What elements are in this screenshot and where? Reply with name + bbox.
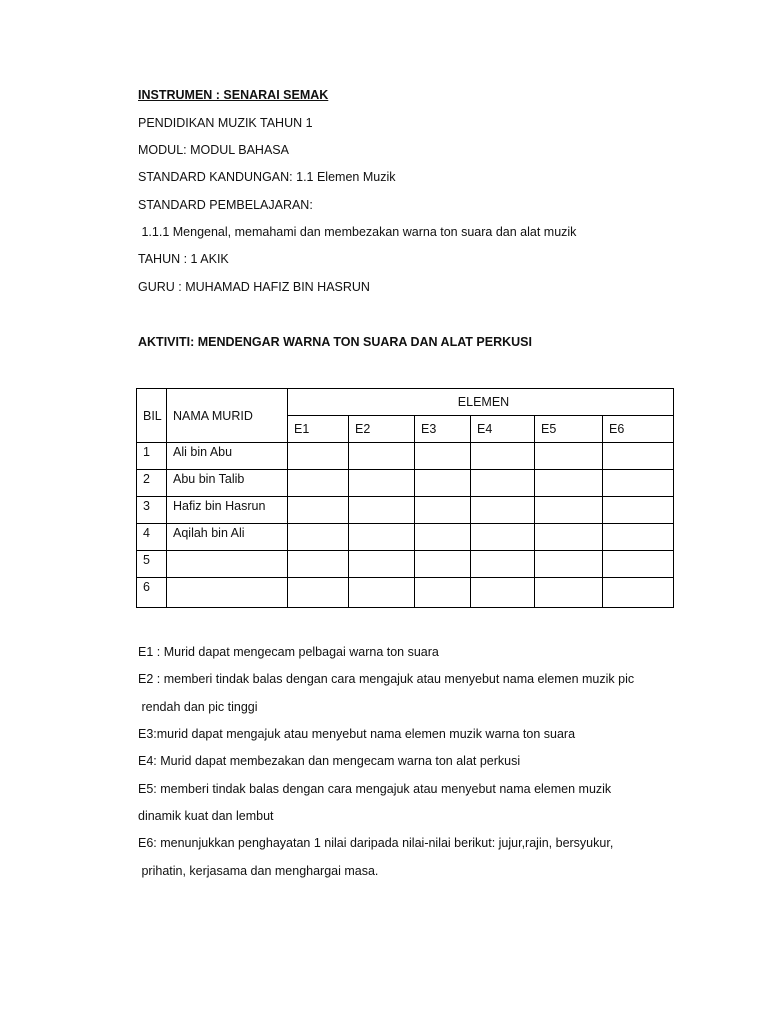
row-student-name: Ali bin Abu [167,443,288,470]
content-standard-line: STANDARD KANDUNGAN: 1.1 Elemen Muzik [138,170,396,184]
column-header-e3: E3 [415,416,471,443]
legend-e6-continued: prihatin, kerjasama dan menghargai masa. [138,864,379,878]
check-cell[interactable] [288,578,349,608]
check-cell[interactable] [415,551,471,578]
module-line: MODUL: MODUL BAHASA [138,143,289,157]
legend-e1: E1 : Murid dapat mengecam pelbagai warna ton suara [138,645,439,659]
check-cell[interactable] [535,470,603,497]
check-cell[interactable] [471,551,535,578]
check-cell[interactable] [349,578,415,608]
check-cell[interactable] [415,443,471,470]
legend-e3: E3:murid dapat mengajuk atau menyebut nama elemen muzik warna ton suara [138,727,576,741]
row-student-name: Abu bin Talib [167,470,288,497]
table-row [137,443,674,470]
column-header-e6: E6 [603,416,674,443]
table-row [137,470,674,497]
check-cell[interactable] [349,470,415,497]
legend-e2-continued: rendah dan pic tinggi [138,700,258,714]
checklist-table [136,388,674,608]
year-line: TAHUN : 1 AKIK [138,252,229,266]
table-row [137,551,674,578]
check-cell[interactable] [535,443,603,470]
check-cell[interactable] [415,497,471,524]
learning-standard-line: 1.1.1 Mengenal, memahami dan membezakan warna ton suara dan alat muzik [138,225,577,239]
check-cell[interactable] [603,470,674,497]
legend-e2: E2 : memberi tindak balas dengan cara mengajuk atau menyebut nama elemen muzik pic [138,672,635,686]
activity-heading: AKTIVITI: MENDENGAR WARNA TON SUARA DAN ALAT PERKUSI [138,335,532,349]
table-row [137,524,674,551]
column-header-e5: E5 [535,416,603,443]
check-cell[interactable] [535,578,603,608]
column-header-e4: E4 [471,416,535,443]
row-bil: 5 [137,551,167,578]
legend-e5-continued: dinamik kuat dan lembut [138,809,274,823]
row-student-name: Hafiz bin Hasrun [167,497,288,524]
learning-standard-label: STANDARD PEMBELAJARAN: [138,198,313,212]
legend-e5: E5: memberi tindak balas dengan cara mengajuk atau menyebut nama elemen muzik [138,782,612,796]
row-bil: 6 [137,578,167,608]
check-cell[interactable] [471,497,535,524]
check-cell[interactable] [535,551,603,578]
table-header-row [137,389,674,416]
check-cell[interactable] [349,524,415,551]
check-cell[interactable] [471,578,535,608]
check-cell[interactable] [349,443,415,470]
check-cell[interactable] [415,578,471,608]
row-bil: 4 [137,524,167,551]
row-bil: 3 [137,497,167,524]
legend-e6: E6: menunjukkan penghayatan 1 nilai daripada nilai-nilai berikut: jujur,rajin, bersyukur, [138,836,614,850]
document-title: INSTRUMEN : SENARAI SEMAK [138,88,329,102]
check-cell[interactable] [288,524,349,551]
row-student-name: Aqilah bin Ali [167,524,288,551]
check-cell[interactable] [288,497,349,524]
teacher-line: GURU : MUHAMAD HAFIZ BIN HASRUN [138,280,370,294]
check-cell[interactable] [349,551,415,578]
check-cell[interactable] [603,524,674,551]
row-bil: 2 [137,470,167,497]
legend-e4: E4: Murid dapat membezakan dan mengecam warna ton alat perkusi [138,754,521,768]
row-student-name [167,551,288,578]
check-cell[interactable] [288,551,349,578]
check-cell[interactable] [471,524,535,551]
check-cell[interactable] [288,443,349,470]
check-cell[interactable] [349,497,415,524]
check-cell[interactable] [415,524,471,551]
subject-line: PENDIDIKAN MUZIK TAHUN 1 [138,116,313,130]
check-cell[interactable] [471,470,535,497]
check-cell[interactable] [415,470,471,497]
check-cell[interactable] [603,578,674,608]
row-bil: 1 [137,443,167,470]
row-student-name [167,578,288,608]
table-row [137,497,674,524]
check-cell[interactable] [288,470,349,497]
check-cell[interactable] [603,443,674,470]
name-header: NAMA MURID [167,389,288,443]
column-header-e1: E1 [288,416,349,443]
check-cell[interactable] [535,497,603,524]
column-header-e2: E2 [349,416,415,443]
check-cell[interactable] [535,524,603,551]
check-cell[interactable] [603,497,674,524]
check-cell[interactable] [603,551,674,578]
check-cell[interactable] [471,443,535,470]
table-row [137,578,674,608]
elemen-header: ELEMEN [288,389,674,416]
bil-header: BIL [137,389,167,443]
